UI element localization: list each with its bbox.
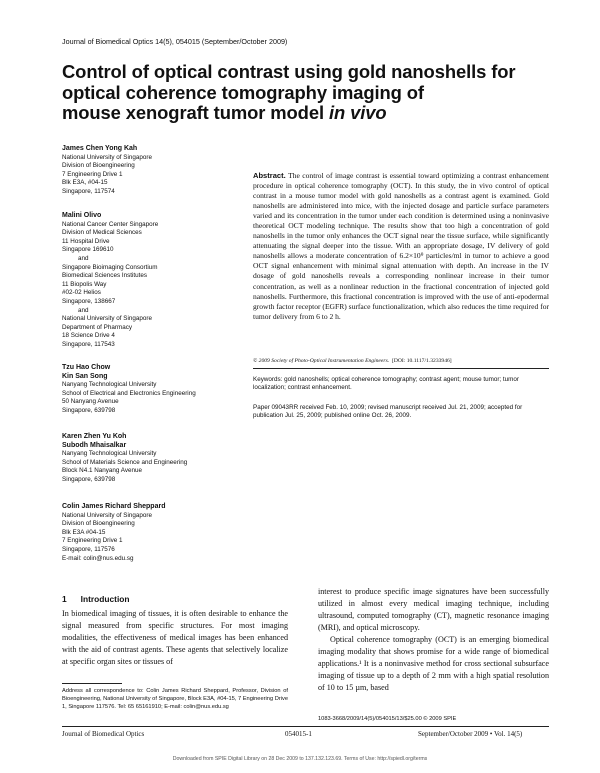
download-notice: Downloaded from SPIE Digital Library on 28 Dec 2009 to 137.132.123.69. Terms of Use: http://spiedl.org/terms xyxy=(172,756,428,762)
author-block: Tzu Hao Chow Kin San Song Nanyang Technological University School of Electrical and Electronics Engineering 50 Nanyang Avenue Singapore, 639798 xyxy=(62,364,240,416)
doi: [DOI: 10.1117/1.3233946] xyxy=(391,358,452,364)
paper-title xyxy=(62,62,532,124)
author-name: Tzu Hao Chow xyxy=(62,364,111,371)
footer-page: 054015-1 xyxy=(285,730,312,738)
author-name: Karen Zhen Yu Koh xyxy=(62,433,127,440)
title-line: Control of optical contrast using gold nanoshells for xyxy=(62,61,516,82)
abstract-text: The control of image contrast is essential toward optimizing a contrast enhancement procedure in optical coherence tomography (OCT). In this study, the in vivo control of optical contrast in a mouse tumor model with gold nanoshells as a contrast agent is examined. Gold nanoshells are administered into mice, with the injected dosage and particle surface parameters varied and its concentration in the tumor under each condition is determined using a noninvasive theoretical OCT modeling technique. The results show that too high a concentration of gold nanoshells in the tumor only enhances the OCT signal near the tissue surface, while significantly attenuating the signal deeper into the tissue. With an appropriate dosage, IV delivery of gold nanoshells allows a moderate concentration of 6.2×10⁹ particles/ml in tumor to achieve a good OCT signal enhancement with minimal signal attenuation with depth. An increase in the IV dosage of gold nanoshells reveals a corresponding nonlinear increase in their tumor concentration, as well as a nonlinear reduction in the fractional concentration of injected gold nanoshells. Furthermore, this fractional concentration is improved with the use of anti-epodermal growth factor receptor (EGFR) surface functionalization, which also reduces the time required for tumor delivery from 6 to 2 h. xyxy=(253,171,549,321)
title-line: optical coherence tomography imaging of xyxy=(62,81,424,103)
author-block: James Chen Yong Kah National University of Singapore Division of Bioengineering 7 Engineering Drive 1 Blk E3A, #04-15 Singapore, 117574 xyxy=(62,145,240,197)
author-block: Colin James Richard Sheppard National University of Singapore Division of Bioengineering Blk E3A #04-15 7 Engineering Drive 1 Singapore, 117576 E-mail: colin@nus.edu.sg xyxy=(62,503,240,563)
section-heading: 1 Introduction xyxy=(62,594,130,604)
author-name: Kin San Song xyxy=(62,372,108,380)
keywords: Keywords: gold nanoshells; optical coherence tomography; contrast agent; mouse tumor; tumor localization; contrast enhancement. xyxy=(253,376,520,392)
footnote-rule xyxy=(62,683,122,684)
paper-dates: Paper 09043RR received Feb. 10, 2009; revised manuscript received Jul. 21, 2009; accepted for publication Jul. 25, 2009; published online Oct. 26, 2009. xyxy=(253,404,523,420)
intro-paragraph: Optical coherence tomography (OCT) is an emerging biomedical imaging modality that shows promise for a wide range of biomedical applications.¹ It is a noninvasive method for cross sectional subsurface imaging of tissue up to a depth of 2 mm with a high spatial resolution of 10 to 15 µm, based xyxy=(318,635,549,693)
intro-left-column: In biomedical imaging of tissues, it is often desirable to enhance the signal measured from specific structures. For most imaging modalities, the effectiveness of medical images has been enhanced with the aid of contrast agents. These agents that selectively localize at specific organ sites or tissues of xyxy=(62,609,288,667)
author-name: Subodh Mhaisalkar xyxy=(62,441,127,449)
footer-journal: Journal of Biomedical Optics xyxy=(62,730,145,738)
divider xyxy=(253,368,549,369)
copyright-line: © 2009 Society of Photo-Optical Instrumentation Engineers. [DOI: 10.1117/1.3233946] xyxy=(253,358,452,364)
author-name: Malini Olivo xyxy=(62,212,102,219)
author-block: Malini Olivo National Cancer Center Singapore Division of Medical Sciences 11 Hospital Drive Singapore 169610 and Singapore Bioimaging Consortium Biomedical Sciences Institutes 11 Biopolis Way #02-02 Helios Singapore, 138667 and National University of Singapore Department of Pharmacy 18 Science Drive 4 Singapore, 117543 xyxy=(62,212,240,350)
author-name: James Chen Yong Kah xyxy=(62,145,138,152)
author-name: Colin James Richard Sheppard xyxy=(62,503,166,510)
intro-paragraph: interest to produce specific image signatures have been successfully utilized in almost every medical imaging technique, including ultrasound, computed tomography (CT), magnetic resonance imaging (MRI), and optical microscopy. xyxy=(318,587,549,633)
abstract xyxy=(253,171,549,322)
footer-issue: September/October 2009 • Vol. 14(5) xyxy=(418,730,523,738)
intro-right-column xyxy=(318,586,549,694)
author-block: Karen Zhen Yu Koh Subodh Mhaisalkar Nanyang Technological University School of Materials Science and Engineering Block N4.1 Nanyang Avenue Singapore, 639798 xyxy=(62,433,240,485)
title-line: mouse xenograft tumor model in vivo xyxy=(62,102,387,123)
footnote: Address all correspondence to: Colin James Richard Sheppard, Professor, Division of Bioengineering, National University of Singapore, Block E3A, #04-15, 7 Engineering Drive 1, Singapore 117576. Tel: 65 65161910; E-mail: colin@nus.edu.sg xyxy=(62,688,288,711)
running-header: Journal of Biomedical Optics 14(5), 054015 (September/October 2009) xyxy=(62,37,288,46)
footer-rule xyxy=(62,726,549,727)
issn-line: 1083-3668/2009/14(5)/054015/13/$25.00 © 2009 SPIE xyxy=(318,716,457,722)
abstract-label: Abstract. xyxy=(253,171,286,180)
title-italic: in vivo xyxy=(328,102,387,123)
